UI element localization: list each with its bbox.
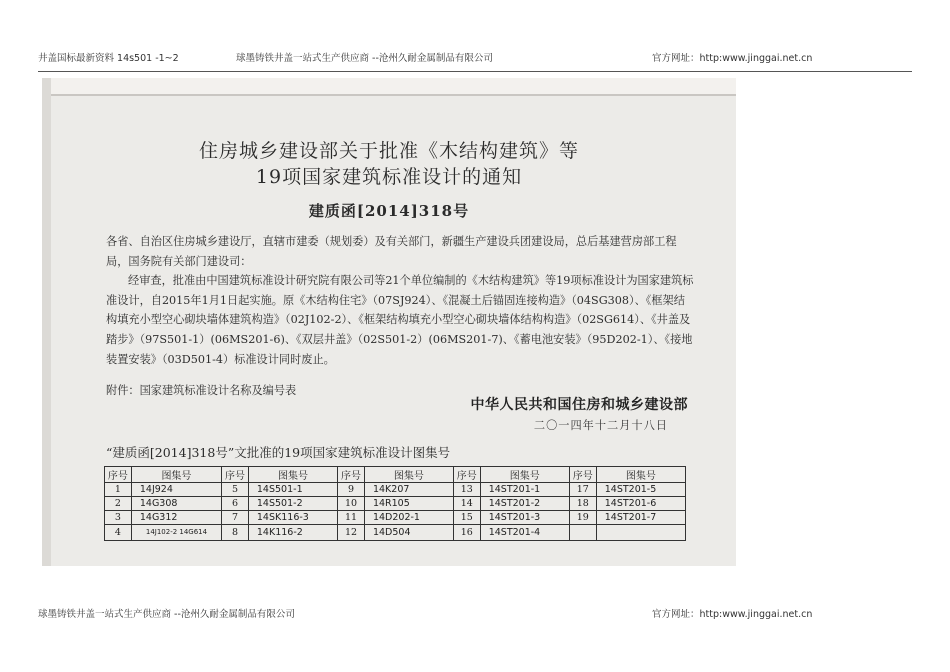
table-cell: 8 (222, 525, 249, 541)
header-cell: 图集号 (131, 467, 221, 483)
table-cell: 9 (338, 483, 365, 497)
document-number: 建质函[2014]318号 (308, 202, 470, 220)
table-cell: 12 (338, 525, 365, 541)
header-cell: 序号 (453, 467, 480, 483)
addressee-paragraph: 各省、自治区住房城乡建设厅，直辖市建委（规划委）及有关部门，新疆生产建设兵团建设局，总后基建营房部工程局，国务院有关部门建设司： (106, 235, 677, 268)
table-cell: 3 (105, 511, 132, 525)
footer-website-link[interactable]: 官方网址：http:www.jinggai.net.cn (652, 609, 813, 620)
document-body (106, 232, 696, 369)
table-caption: “建质函[2014]318号”文批准的19项国家建筑标准设计图集号 (106, 445, 451, 460)
table-cell: 14D202-1 (364, 511, 453, 525)
page-header (0, 48, 950, 68)
header-cell: 序号 (222, 467, 249, 483)
table-cell: 17 (569, 483, 596, 497)
table-cell: 14K207 (364, 483, 453, 497)
table-cell: 14ST201-3 (480, 511, 569, 525)
table-cell: 14ST201-2 (480, 497, 569, 511)
table-cell: 18 (569, 497, 596, 511)
atlas-number-table (104, 466, 686, 541)
table-cell: 7 (222, 511, 249, 525)
table-cell: 19 (569, 511, 596, 525)
table-cell: 15 (453, 511, 480, 525)
table-cell: 16 (453, 525, 480, 541)
attachment-line: 附件：国家建筑标准设计名称及编号表 (106, 384, 297, 397)
table-row (105, 483, 686, 497)
table-cell: 5 (222, 483, 249, 497)
table-cell: 14J102-2 14G614 (131, 525, 221, 541)
table-cell: 11 (338, 511, 365, 525)
table-cell: 4 (105, 525, 132, 541)
table-cell: 14S501-2 (248, 497, 337, 511)
header-website-link[interactable]: 官方网址：http:www.jinggai.net.cn (652, 53, 813, 64)
header-cell: 图集号 (480, 467, 569, 483)
table-row (105, 497, 686, 511)
table-cell: 14ST201-7 (596, 511, 685, 525)
table-cell: 14ST201-6 (596, 497, 685, 511)
header-divider (38, 71, 912, 72)
header-left-text: 井盖国标最新资料 14s501 -1~2 (38, 53, 179, 64)
scanned-document (42, 78, 736, 566)
document-title-line2: 19项国家建筑标准设计的通知 (255, 166, 523, 188)
table-cell (569, 525, 596, 541)
footer-left-text: 球墨铸铁井盖一站式生产供应商 --沧州久耐金属制品有限公司 (38, 609, 295, 620)
header-cell: 序号 (105, 467, 132, 483)
table-cell: 2 (105, 497, 132, 511)
table-row (105, 511, 686, 525)
table-cell: 14G312 (131, 511, 221, 525)
approval-paragraph: 经审查，批准由中国建筑标准设计研究院有限公司等21个单位编制的《木结构建筑》等19项标准设计为国家建筑标准设计，自2015年1月1日起实施。原《木结构住宅》（07SJ924）、《混凝土后锚固连接构造》（04SG308）、《框架结构填充小型空心砌块墙体建筑构造》（02J102-2）、《框架结构填充小型空心砌块墙体结构构造》（02SG614）、《井盖及踏步》（97S501-1）(06MS201-6)、《双层井盖》（02S501-2）(06MS201-7)、《蓄电池安装》（95D202-1）、《接地装置安装》（03D501-4）标准设计同时废止。 (106, 274, 694, 366)
table-cell (596, 525, 685, 541)
header-cell: 图集号 (596, 467, 685, 483)
table-cell: 14R105 (364, 497, 453, 511)
table-row (105, 525, 686, 541)
table-cell: 14 (453, 497, 480, 511)
table-cell: 14ST201-1 (480, 483, 569, 497)
document-title-line1: 住房城乡建设部关于批准《木结构建筑》等 (198, 140, 579, 162)
issue-date: 二〇一四年十二月十八日 (533, 419, 668, 432)
table-cell: 13 (453, 483, 480, 497)
table-cell: 14ST201-4 (480, 525, 569, 541)
table-cell: 14D504 (364, 525, 453, 541)
table-cell: 14ST201-5 (596, 483, 685, 497)
header-middle-text: 球墨铸铁井盖一站式生产供应商 --沧州久耐金属制品有限公司 (236, 53, 493, 64)
table-cell: 14SK116-3 (248, 511, 337, 525)
header-cell: 序号 (338, 467, 365, 483)
header-cell: 图集号 (248, 467, 337, 483)
header-cell: 序号 (569, 467, 596, 483)
issuer-name: 中华人民共和国住房和城乡建设部 (470, 397, 688, 413)
header-cell: 图集号 (364, 467, 453, 483)
table-cell: 14K116-2 (248, 525, 337, 541)
table-cell: 14J924 (131, 483, 221, 497)
table-cell: 1 (105, 483, 132, 497)
table-cell: 10 (338, 497, 365, 511)
table-header-row (105, 467, 686, 483)
table-cell: 14S501-1 (248, 483, 337, 497)
table-cell: 6 (222, 497, 249, 511)
table-cell: 14G308 (131, 497, 221, 511)
page-footer (0, 604, 950, 624)
